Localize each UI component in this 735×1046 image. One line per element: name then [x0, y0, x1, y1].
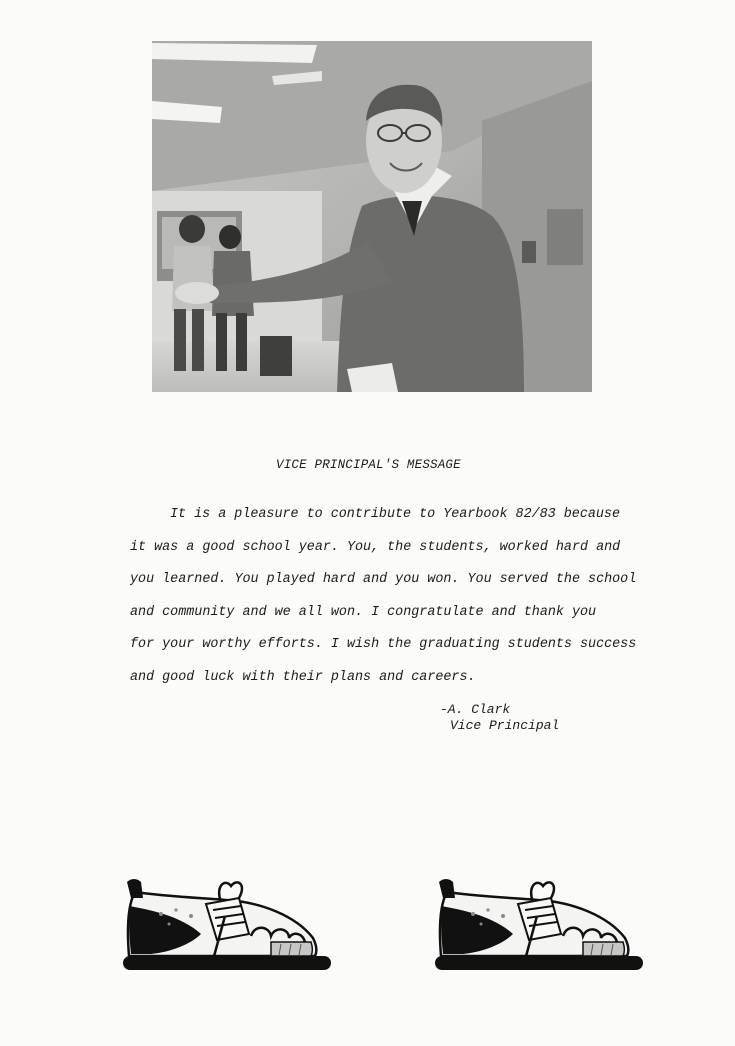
vice-principal-photo [152, 41, 592, 392]
sneaker-icon [433, 876, 645, 974]
signature-name: -A. Clark [440, 702, 511, 717]
message-line: for your worthy efforts. I wish the graduating students success [130, 637, 637, 653]
signature [440, 702, 559, 734]
message-line: it was a good school year. You, the students, worked hard and [130, 539, 621, 555]
page-title: VICE PRINCIPAL'S MESSAGE [276, 458, 461, 472]
sneaker-icon [121, 876, 333, 974]
signature-title: Vice Principal [450, 718, 560, 733]
message-line: and community and we all won. I congratulate and thank you [130, 604, 597, 620]
message-line: It is a pleasure to contribute to Yearbook 82/83 because [170, 507, 620, 522]
message-line: you learned. You played hard and you won. You served the school [130, 572, 637, 588]
message-line: and good luck with their plans and careers. [130, 669, 476, 685]
message-body [130, 505, 690, 701]
